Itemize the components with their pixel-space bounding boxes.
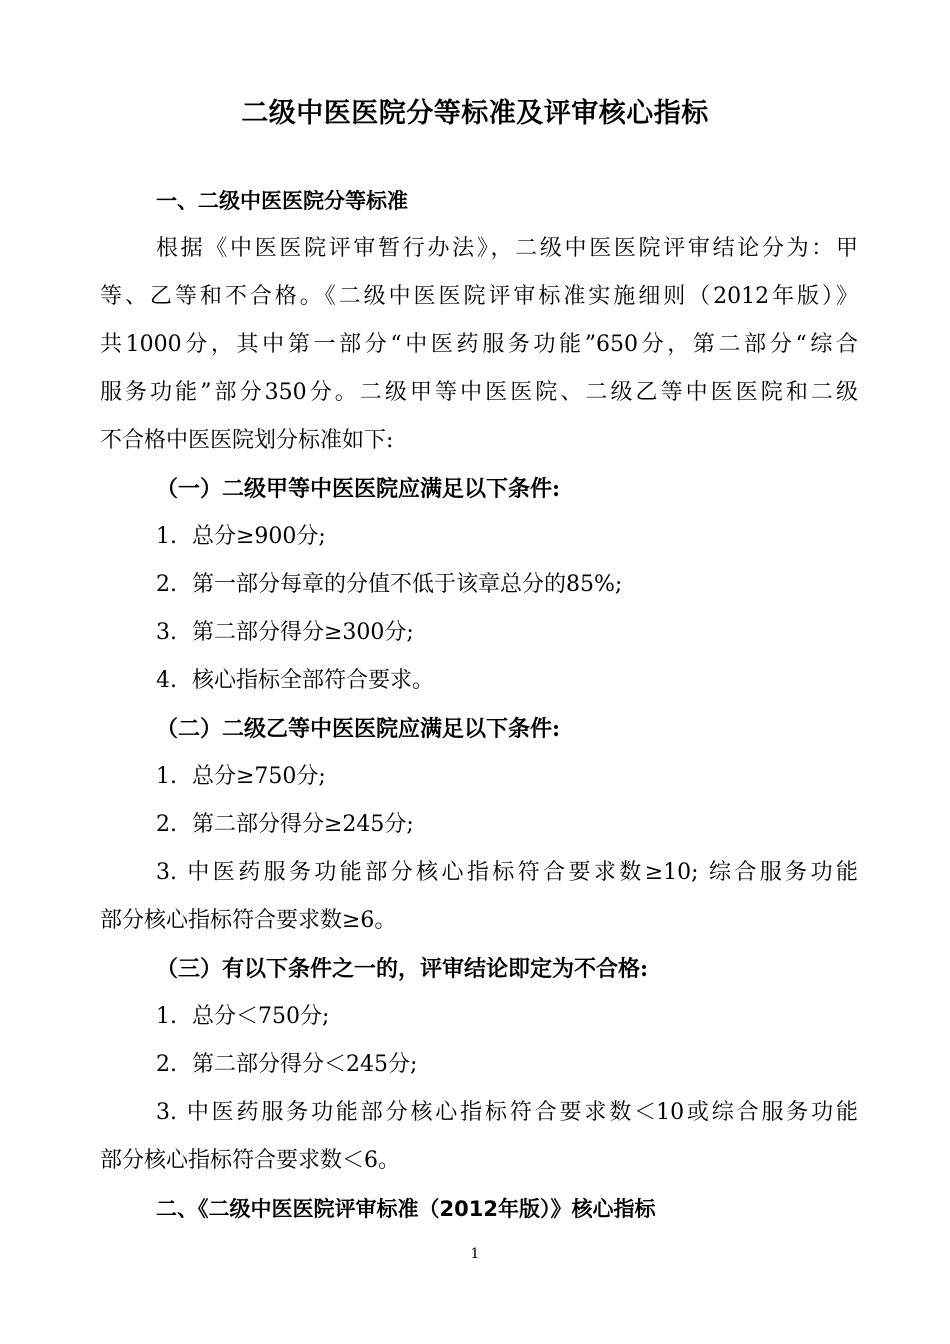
item-text: 总分≥750分;	[192, 764, 326, 789]
grade-b-item-2	[156, 808, 858, 842]
intro-paragraph-line-1: 根据《中医医院评审暂行办法》，二级中医医院评审结论分为：甲	[156, 236, 858, 261]
grade-a-item-1	[156, 520, 858, 554]
grade-b-item-3-line-1: 3. 中医药服务功能部分核心指标符合要求数≥10; 综合服务功能	[156, 860, 858, 885]
fail-item-3-line-2: 部分核心指标符合要求数＜6。	[100, 1148, 400, 1173]
item-text: 总分＜750分;	[192, 1004, 330, 1029]
grade-a-item-3	[156, 616, 858, 650]
section-1-heading: 一、二级中医医院分等标准	[156, 189, 408, 213]
intro-paragraph-line-5: 不合格中医医院划分标准如下:	[100, 428, 394, 453]
fail-item-1	[156, 1000, 858, 1034]
item-number: 4.	[156, 668, 177, 693]
intro-paragraph-line-4: 服务功能”部分350分。二级甲等中医医院、二级乙等中医医院和二级	[100, 380, 858, 405]
intro-paragraph-line-3: 共1000分，其中第一部分“中医药服务功能”650分，第二部分“综合	[100, 332, 858, 357]
item-number: 1.	[156, 764, 177, 789]
fail-heading: （三）有以下条件之一的，评审结论即定为不合格:	[156, 956, 649, 982]
grade-a-item-2	[156, 568, 858, 602]
item-number: 1.	[156, 524, 177, 549]
item-text: 第二部分得分＜245分;	[192, 1052, 418, 1077]
fail-item-2	[156, 1048, 858, 1082]
item-number: 2.	[156, 1052, 177, 1077]
item-number: 2.	[156, 812, 177, 837]
grade-a-item-4	[156, 664, 858, 698]
item-text: 总分≥900分;	[192, 524, 326, 549]
item-text: 核心指标全部符合要求。	[192, 668, 435, 693]
document-title: 二级中医医院分等标准及评审核心指标	[241, 98, 709, 129]
item-number: 1.	[156, 1004, 177, 1029]
item-number: 3.	[156, 620, 177, 645]
fail-item-3-line-1: 3. 中医药服务功能部分核心指标符合要求数＜10或综合服务功能	[156, 1100, 858, 1125]
intro-paragraph-line-2: 等、乙等和不合格。《二级中医医院评审标准实施细则（2012年版）》	[100, 284, 858, 309]
grade-b-item-1	[156, 760, 858, 794]
page-number: 1	[470, 1246, 480, 1262]
grade-b-heading: （二）二级乙等中医医院应满足以下条件:	[156, 716, 561, 742]
grade-b-item-3-line-2: 部分核心指标符合要求数≥6。	[100, 908, 397, 933]
item-text: 第二部分得分≥245分;	[192, 812, 414, 837]
item-number: 2.	[156, 572, 177, 597]
section-2-heading: 二、《二级中医医院评审标准（2012年版）》核心指标	[156, 1197, 656, 1221]
item-text: 第二部分得分≥300分;	[192, 620, 414, 645]
item-text: 第一部分每章的分值不低于该章总分的85%;	[192, 572, 623, 597]
grade-a-heading: （一）二级甲等中医医院应满足以下条件:	[156, 476, 561, 502]
